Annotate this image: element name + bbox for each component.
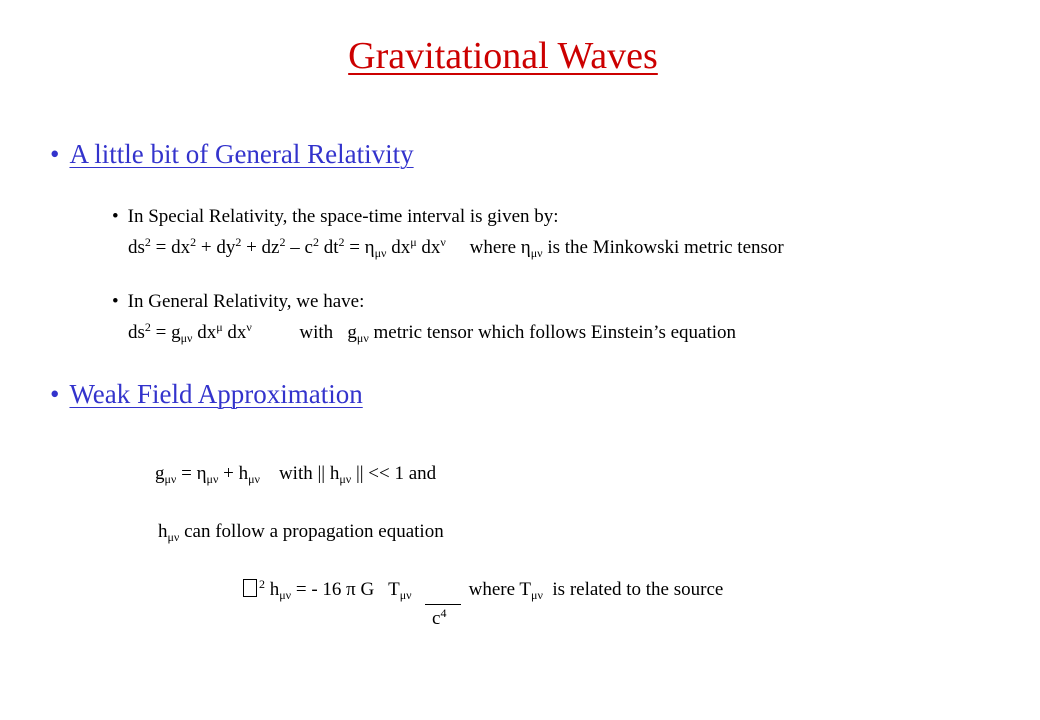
section-heading-weak-field [50, 379, 363, 410]
bullet: • [112, 206, 119, 227]
slide-title: Gravitational Waves [348, 35, 658, 77]
fraction-bar [425, 604, 461, 605]
propagation-statement: $h_{\mu\nu}$ can follow a propagation equation [158, 521, 444, 544]
special-relativity-intro-text: In Special Relativity, the space-time interval is given by: [127, 206, 559, 227]
section-heading-general-relativity [50, 139, 414, 170]
general-relativity-intro [112, 291, 364, 313]
general-relativity-intro-text: In General Relativity, we have: [127, 291, 365, 312]
bullet: • [50, 139, 60, 169]
bullet: • [112, 291, 119, 312]
minkowski-equation: $ds^2 = dx^2 + dy^2 + dz^2 - c^2$ $dt^2 = \eta_{\mu\nu}$ $dx^\mu$ $dx^\nu$ where $\eta_{\mu\nu}$ is the Minkowski metric tensor [128, 235, 784, 260]
section-heading-label: Weak Field Approximation [69, 379, 363, 409]
special-relativity-intro [112, 206, 559, 228]
wave-equation: $^2$ $h_{\mu\nu}$ = - 16 π G $T_{\mu\nu}$ where $T_{\mu\nu}$ is related to the source [243, 579, 723, 601]
weak-field-metric-equation: $g_{\mu\nu} = \eta_{\mu\nu} + h_{\mu\nu}$ with || $h_{\mu\nu}$ || << 1 and [155, 463, 437, 486]
section-heading-label: A little bit of General Relativity [69, 139, 414, 169]
dalembertian-icon [243, 579, 257, 597]
bullet: • [50, 379, 60, 409]
general-relativity-equation: $ds^2 = g_{\mu\nu}$ $dx^\mu$ $dx^\nu$ with $g_{\mu\nu}$ metric tensor which follows Einstein’s equation [128, 320, 737, 345]
fraction-denominator: $c^4$ [432, 606, 447, 629]
